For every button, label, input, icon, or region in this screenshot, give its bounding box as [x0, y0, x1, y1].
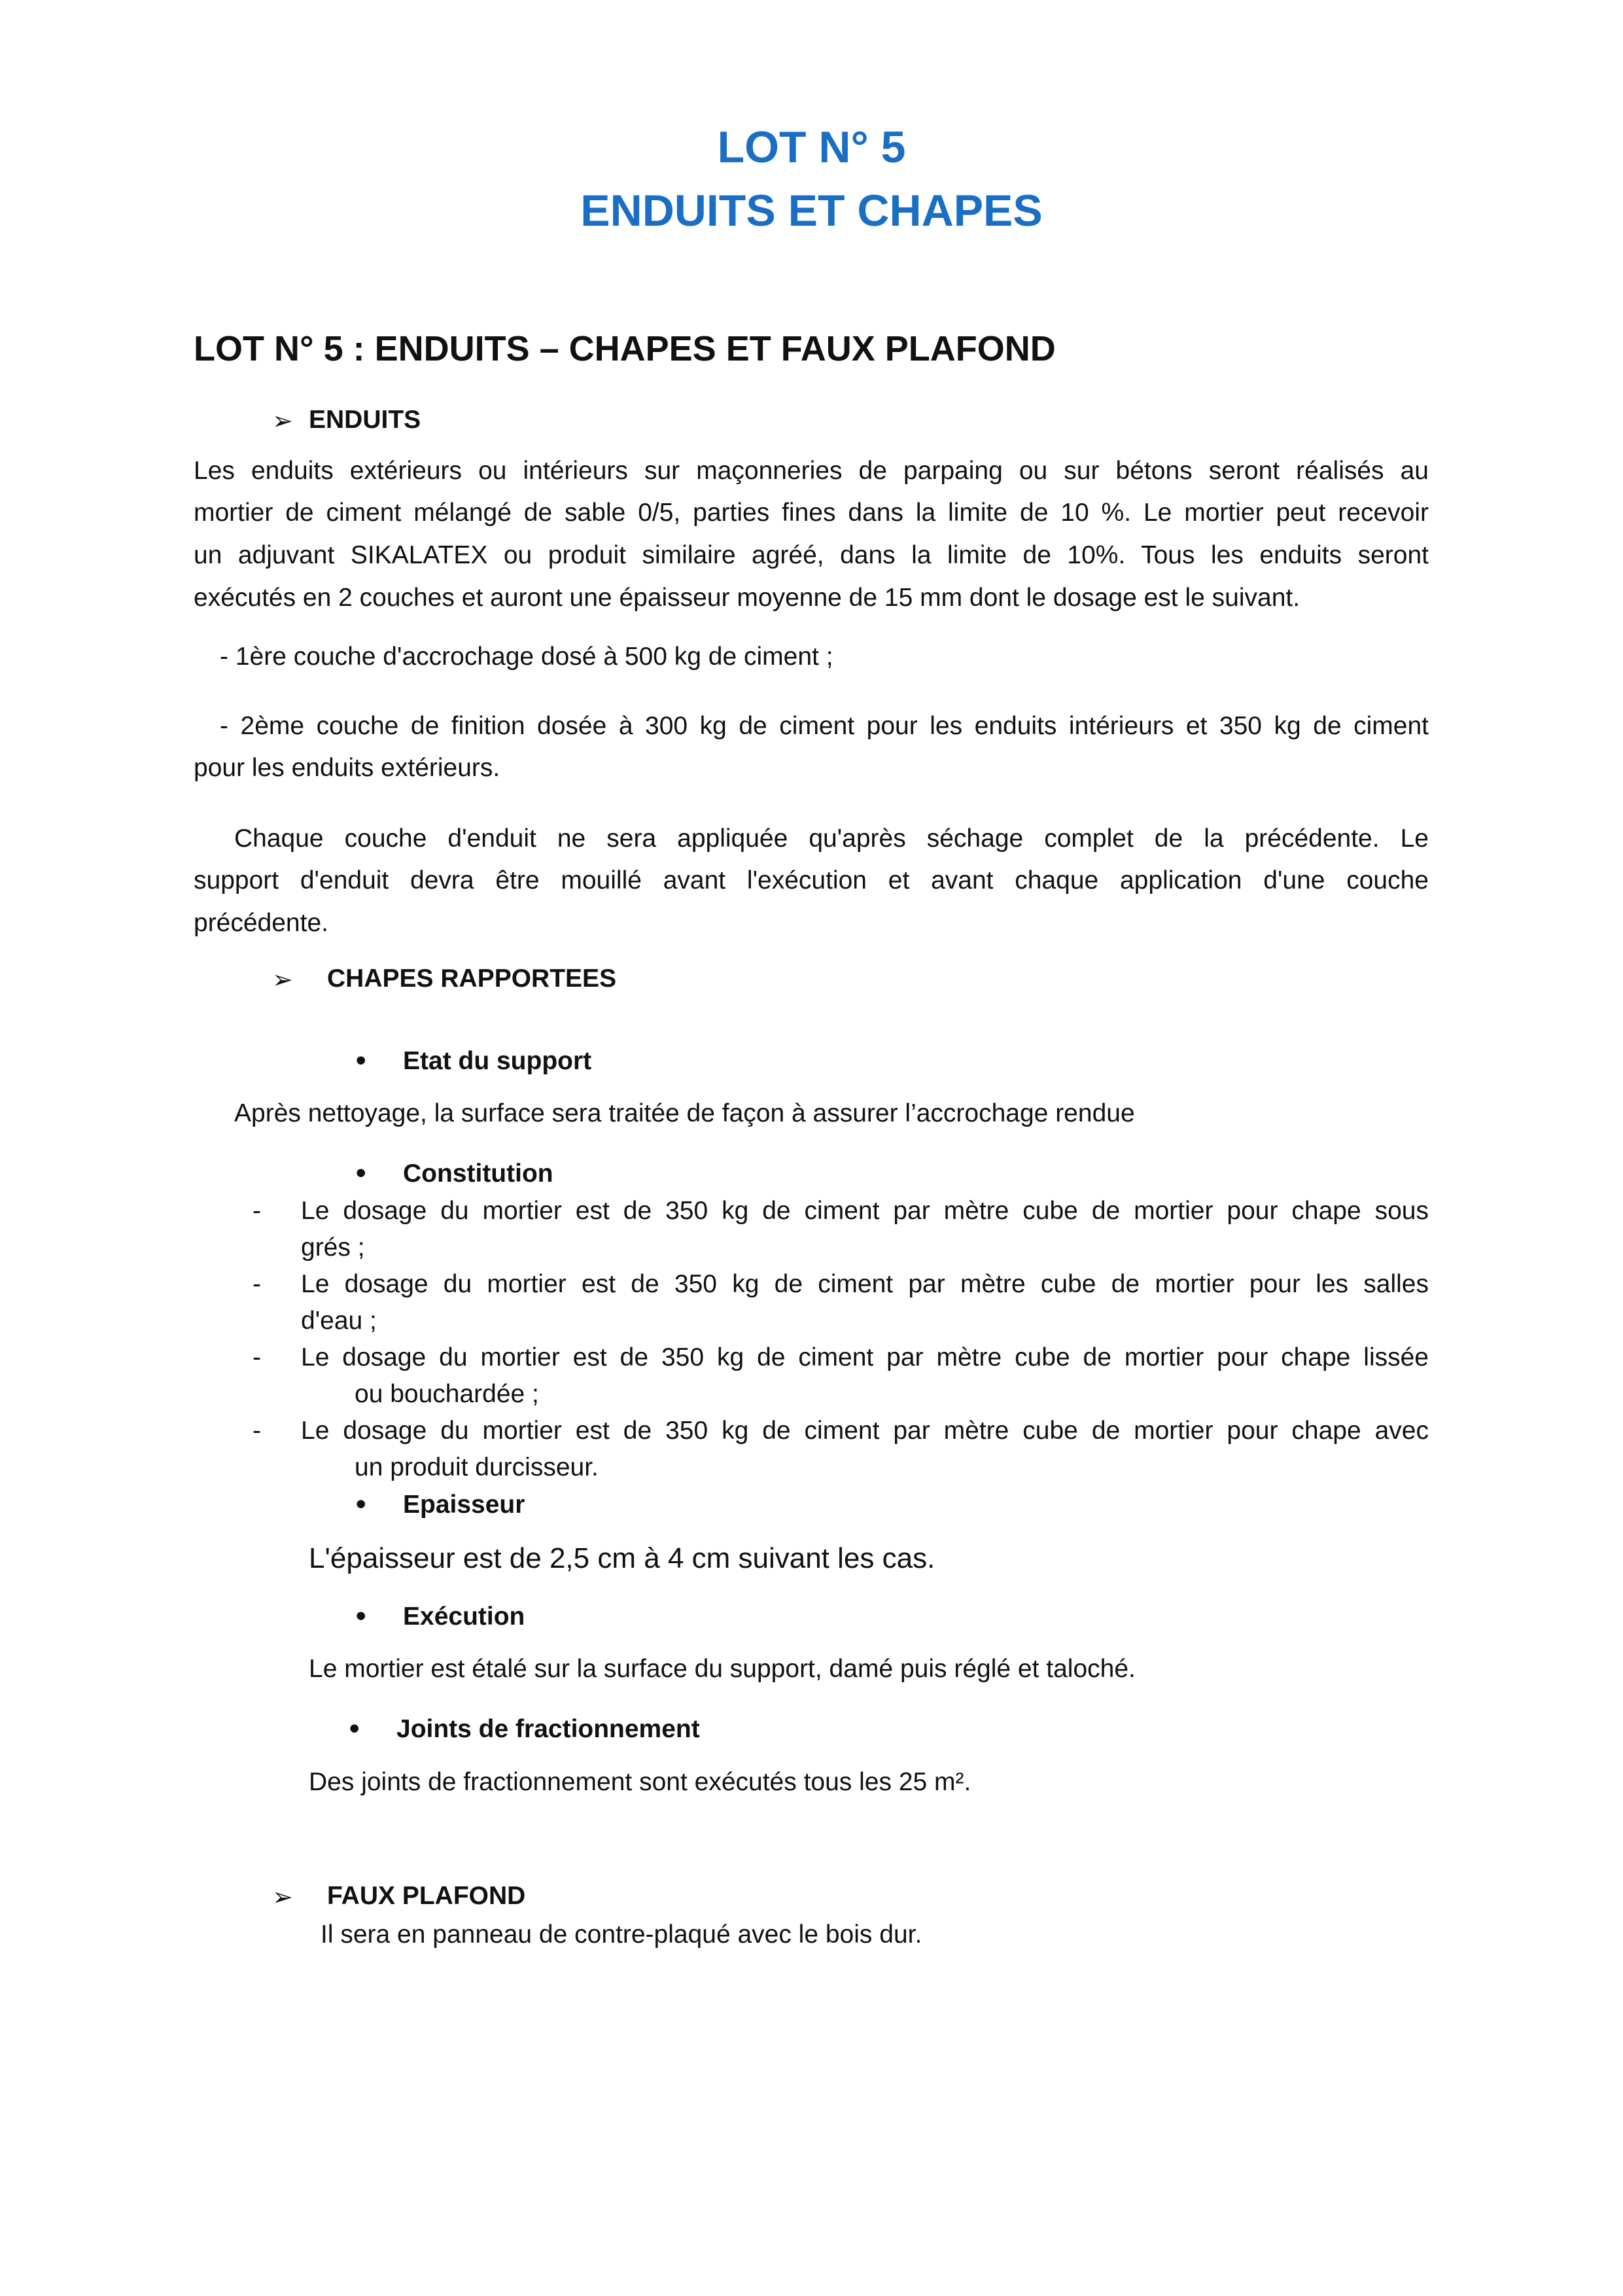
arrow-bullet-icon: ➢ — [272, 408, 293, 435]
etat-text: Après nettoyage, la surface sera traitée de façon à assurer l’accrochage rendue — [234, 1099, 1135, 1127]
faux-plafond-heading: FAUX PLAFOND — [327, 1882, 526, 1910]
enduits-item-2-line-1: - 2ème couche de finition dosée à 300 kg de ciment pour les enduits intérieurs et 350 kg de ciment — [220, 712, 1429, 740]
enduits-para2-line-1: Chaque couche d'enduit ne sera appliquée qu'après séchage complet de la précédente. Le — [234, 824, 1429, 853]
enduits-para2-line-2: support d'enduit devra être mouillé avant l'exécution et avant chaque application d'une couche — [194, 866, 1429, 894]
constitution-item-4-line-1: Le dosage du mortier est de 350 kg de ciment par mètre cube de mortier pour chape avec — [301, 1417, 1429, 1445]
bullet-dot-icon: • — [356, 1157, 366, 1189]
enduits-item-2-line-2: pour les enduits extérieurs. — [194, 754, 500, 782]
enduits-paragraph-line-2: mortier de ciment mélangé de sable 0/5, parties fines dans la limite de 10 %. Le mortier peut recevoir — [194, 499, 1429, 527]
epaisseur-heading: Epaisseur — [403, 1491, 525, 1519]
dash-bullet: - — [253, 1343, 261, 1371]
etat-heading: Etat du support — [403, 1047, 592, 1075]
page-title-line2: ENDUITS ET CHAPES — [580, 186, 1043, 236]
constitution-item-2-line-2: d'eau ; — [301, 1307, 377, 1335]
section-heading: LOT N° 5 : ENDUITS – CHAPES ET FAUX PLAFOND — [194, 329, 1056, 368]
arrow-bullet-icon: ➢ — [272, 1884, 293, 1911]
joints-text: Des joints de fractionnement sont exécutés tous les 25 m². — [309, 1768, 971, 1796]
bullet-dot-icon: • — [349, 1712, 360, 1744]
epaisseur-text: L'épaisseur est de 2,5 cm à 4 cm suivant les cas. — [309, 1542, 935, 1574]
constitution-item-3-line-2: ou bouchardée ; — [355, 1380, 539, 1408]
constitution-item-4-line-2: un produit durcisseur. — [355, 1453, 599, 1481]
constitution-item-1-line-2: grés ; — [301, 1233, 365, 1262]
execution-text: Le mortier est étalé sur la surface du support, damé puis réglé et taloché. — [309, 1655, 1136, 1683]
enduits-heading: ENDUITS — [309, 406, 421, 434]
bullet-dot-icon: • — [356, 1600, 366, 1632]
enduits-para2-line-3: précédente. — [194, 909, 328, 937]
arrow-bullet-icon: ➢ — [272, 966, 293, 994]
constitution-item-2-line-1: Le dosage du mortier est de 350 kg de ciment par mètre cube de mortier pour les salles — [301, 1270, 1429, 1298]
enduits-paragraph-line-1: Les enduits extérieurs ou intérieurs sur maçonneries de parpaing ou sur bétons seront réalisés au — [194, 457, 1429, 485]
constitution-heading: Constitution — [403, 1159, 553, 1188]
bullet-dot-icon: • — [356, 1044, 366, 1076]
constitution-item-1-line-1: Le dosage du mortier est de 350 kg de ciment par mètre cube de mortier pour chape sous — [301, 1197, 1429, 1225]
faux-plafond-text: Il sera en panneau de contre-plaqué avec le bois dur. — [321, 1920, 922, 1949]
enduits-item-1: - 1ère couche d'accrochage dosé à 500 kg de ciment ; — [220, 643, 833, 671]
dash-bullet: - — [253, 1197, 261, 1225]
chapes-heading: CHAPES RAPPORTEES — [327, 964, 617, 993]
dash-bullet: - — [253, 1270, 261, 1298]
dash-bullet: - — [253, 1417, 261, 1445]
execution-heading: Exécution — [403, 1602, 525, 1631]
joints-heading: Joints de fractionnement — [396, 1715, 700, 1743]
bullet-dot-icon: • — [356, 1488, 366, 1520]
enduits-paragraph-line-3: un adjuvant SIKALATEX ou produit similaire agréé, dans la limite de 10%. Tous les enduits seront — [194, 541, 1429, 569]
constitution-item-3-line-1: Le dosage du mortier est de 350 kg de ciment par mètre cube de mortier pour chape lissée — [301, 1343, 1429, 1371]
enduits-paragraph-line-4: exécutés en 2 couches et auront une épaisseur moyenne de 15 mm dont le dosage est le suivant. — [194, 584, 1300, 612]
page-title-line1: LOT N° 5 — [717, 122, 906, 172]
